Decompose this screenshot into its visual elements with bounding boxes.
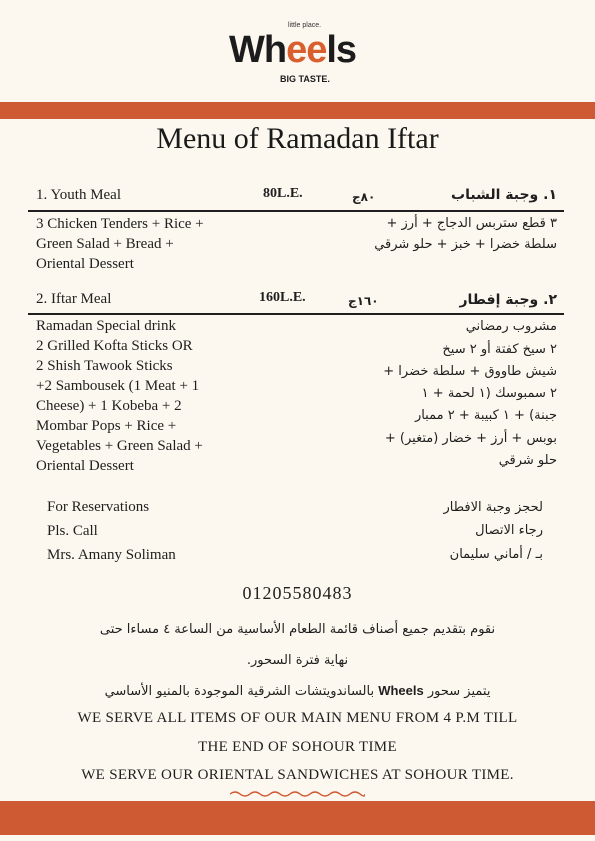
meal2-desc-ar-6: بوبس + أرز + خضار (متغير) + [384, 431, 557, 446]
meal1-desc-en-3: Oriental Dessert [36, 256, 134, 272]
meal2-price-ar: ١٦٠ج [348, 294, 379, 308]
note-ar-2-post: بالساندويتشات الشرقية الموجودة بالمنيو الأساسي [104, 684, 375, 699]
meal1-desc-en-2: Green Salad + Bread + [36, 236, 174, 252]
reservations-en-1: For Reservations [47, 499, 150, 515]
wavy-underline-decoration [230, 790, 365, 798]
top-accent-band [0, 102, 595, 119]
meal1-desc-en-1: 3 Chicken Tenders + Rice + [36, 216, 204, 232]
meal1-name-ar: ١. وجبة الشباب [451, 187, 557, 203]
note-ar-2-pre: يتميز سحور [427, 684, 491, 699]
note-ar-1-line-2: نهاية فترة السحور. [246, 653, 349, 668]
meal2-desc-ar-4: ٢ سمبوسك (١ لحمة + ١ [421, 386, 557, 401]
meal2-name-ar: ٢. وجبة إفطار [459, 292, 557, 308]
meal2-desc-en-3: 2 Shish Tawook Sticks [36, 358, 173, 374]
note-ar-1-line-1: نقوم بتقديم جميع أصناف قائمة الطعام الأساسية من الساعة ٤ مساءا حتى [99, 622, 496, 637]
note-en-1-line-2: THE END OF SOHOUR TIME [198, 739, 397, 755]
meal1-name-en: 1. Youth Meal [36, 187, 122, 203]
meal2-desc-ar-2: ٢ سيخ كفتة أو ٢ سيخ [442, 342, 557, 357]
meal2-desc-en-5: Cheese) + 1 Kobeba + 2 [36, 398, 182, 414]
meal2-desc-en-7: Vegetables + Green Salad + [36, 438, 203, 454]
meal2-desc-en-8: Oriental Dessert [36, 458, 134, 474]
logo-part-1: Wh [229, 29, 287, 71]
meal2-price-en: 160L.E. [259, 290, 306, 305]
reservations-en-2: Pls. Call [47, 523, 98, 539]
meal2-desc-en-4: +2 Sambousek (1 Meat + 1 [36, 378, 200, 394]
note-ar-2 [0, 683, 595, 699]
meal2-desc-ar-7: حلو شرقي [498, 453, 557, 468]
meal2-desc-en-1: Ramadan Special drink [36, 318, 176, 334]
phone-number: 01205580483 [242, 583, 353, 603]
meal2-desc-en-6: Mombar Pops + Rice + [36, 418, 177, 434]
logo-part-3: ls [326, 29, 357, 71]
note-ar-2-brand: Wheels [378, 683, 424, 698]
meal2-desc-ar-5: جبنة) + ١ كبيبة + ٢ ممبار [414, 408, 557, 423]
note-en-1-line-1: WE SERVE ALL ITEMS OF OUR MAIN MENU FROM 4 P.M TILL [77, 710, 518, 726]
meal2-desc-ar-3: شيش طاووق + سلطة خضرا + [383, 364, 557, 379]
reservations-ar-3: بـ / أماني سليمان [449, 547, 543, 562]
logo-small-text: little place. [288, 22, 322, 29]
logo-wordmark [229, 29, 356, 71]
reservations-ar-2: رجاء الاتصال [475, 523, 543, 538]
meal1-desc-ar-1: ٣ قطع ستربس الدجاج + أرز + [386, 216, 557, 231]
meal2-divider [28, 313, 564, 315]
meal2-desc-en-2: 2 Grilled Kofta Sticks OR [36, 338, 193, 354]
meal2-desc-ar-1: مشروب رمضاني [465, 319, 557, 334]
logo-part-accent: ee [286, 29, 327, 71]
reservations-ar-1: لحجز وجبة الافطار [443, 500, 543, 515]
logo-tagline: BIG TASTE. [280, 74, 330, 84]
note-en-2: WE SERVE OUR ORIENTAL SANDWICHES AT SOHOUR TIME. [81, 767, 514, 783]
meal1-desc-ar-2: سلطة خضرا + خبز + حلو شرقي [374, 237, 557, 252]
reservations-en-3: Mrs. Amany Soliman [47, 547, 176, 563]
meal1-price-en: 80L.E. [263, 186, 303, 201]
bottom-accent-band [0, 801, 595, 835]
meal2-name-en: 2. Iftar Meal [36, 291, 112, 307]
logo [0, 22, 595, 92]
page-title: Menu of Ramadan Iftar [156, 122, 439, 155]
meal1-divider [28, 210, 564, 212]
meal1-price-ar: ٨٠ج [352, 190, 376, 204]
